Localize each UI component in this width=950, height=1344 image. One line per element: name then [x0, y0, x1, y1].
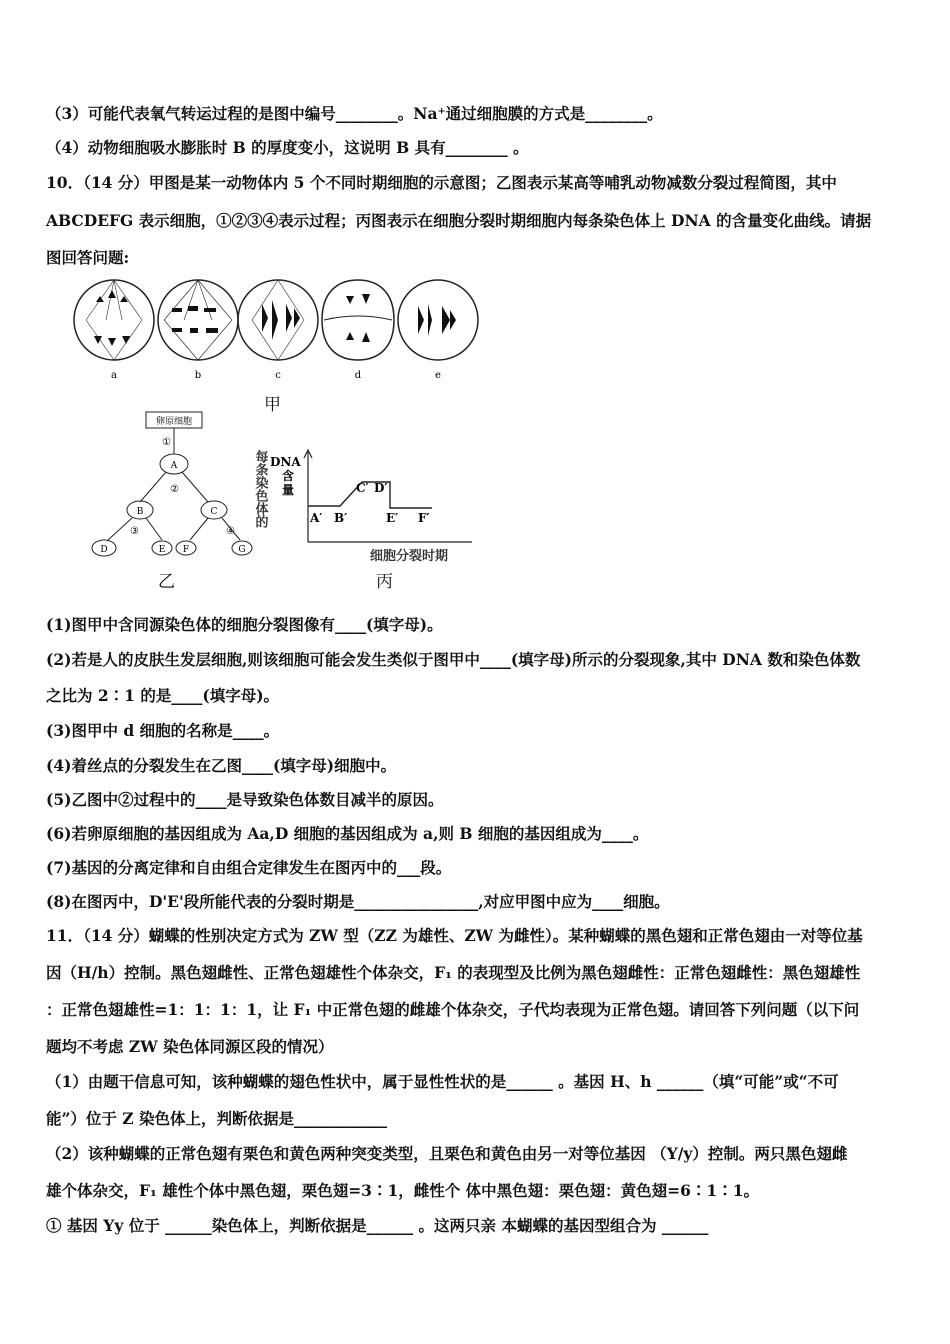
node-g: G — [238, 545, 246, 555]
point-e: E′ — [386, 511, 399, 525]
label-d: d — [354, 370, 362, 381]
bing-ytitle-liang: 量 — [282, 483, 295, 497]
step-1: ① — [162, 437, 171, 448]
node-e: E — [158, 545, 166, 555]
cell-a — [74, 280, 154, 360]
q10-5: (5)乙图中②过程中的____是导致染色体数目减半的原因。 — [46, 790, 444, 809]
bing-curve — [308, 482, 432, 508]
figure-yi — [86, 408, 262, 564]
figure-jia — [66, 274, 486, 384]
q10-7: (7)基因的分离定律和自由组合定律发生在图丙中的___段。 — [46, 858, 452, 877]
step-4: ④ — [226, 526, 235, 537]
node-root: 卵原细胞 — [155, 417, 193, 427]
node-a: A — [170, 461, 178, 471]
caption-yi: 乙 — [158, 572, 175, 592]
node-b: B — [136, 507, 144, 517]
q10-stem-line2: ABCDEFG 表示细胞，①②③④表示过程；丙图表示在细胞分裂时期细胞内每条染色体上 DNA 的含量变化曲线。请据 — [46, 211, 872, 230]
q10-1: (1)图甲中含同源染色体的细胞分裂图像有____(填字母)。 — [46, 615, 443, 634]
label-e: e — [435, 370, 441, 381]
q10-2-line1: (2)若是人的皮肤生发层细胞,则该细胞可能会发生类似于图甲中____(填字母)所示的分裂现象,其中 DNA 数和染色体数 — [46, 650, 861, 669]
point-f: F′ — [418, 511, 430, 525]
node-d: D — [100, 545, 108, 555]
node-f: F — [182, 545, 190, 555]
cell-b — [158, 280, 238, 360]
bing-ytitle-dna: DNA — [270, 455, 301, 469]
cell-c — [238, 280, 318, 360]
bing-xlabel: 细胞分裂时期 — [370, 549, 449, 564]
label-a: a — [111, 370, 117, 381]
figure-bing — [250, 446, 480, 568]
bing-ytitle-han: 含 — [282, 469, 295, 483]
node-c: C — [210, 507, 218, 517]
label-c: c — [275, 370, 281, 381]
q9-part3: （3）可能代表氧气转运过程的是图中编号________。Na⁺通过细胞膜的方式是________。 — [46, 104, 663, 123]
point-c: C′ — [356, 481, 369, 495]
q11-stem-line3: ：正常色翅雄性=1：1：1：1，让 F₁ 中正常色翅的雌雄个体杂交，子代均表现为正常色翅。请回答下列问题（以下问 — [46, 1000, 860, 1019]
q10-stem-line1: 10．（14 分）甲图是某一动物体内 5 个不同时期细胞的示意图；乙图表示某高等哺乳动物减数分裂过程简图，其中 — [46, 173, 837, 192]
step-2: ② — [170, 484, 179, 495]
point-b: B′ — [334, 511, 348, 525]
step-3: ③ — [130, 526, 139, 537]
bing-ylabel: 每条染色体的 — [252, 450, 268, 528]
q10-8: (8)在图丙中，D'E'段所能代表的分裂时期是________________,对应甲图中应为____细胞。 — [46, 892, 670, 911]
q10-2-line2: 之比为 2∶1 的是____(填字母)。 — [46, 686, 280, 705]
q11-1-line1: （1）由题干信息可知，该种蝴蝶的翅色性状中，属于显性性状的是______ 。基因 H、h ______（填“可能”或“不可 — [46, 1072, 839, 1091]
label-b: b — [194, 370, 202, 381]
q11-2-line2: 雄个体杂交，F₁ 雄性个体中黑色翅，栗色翅=3∶1，雌性个 体中黑色翅：栗色翅：黄色翅=6∶1∶1。 — [46, 1181, 759, 1200]
q11-2-sub1: ① 基因 Yy 位于 ______染色体上，判断依据是______ 。这两只亲 本蝴蝶的基因型组合为 ______ — [46, 1216, 709, 1235]
point-a: A′ — [310, 511, 323, 525]
caption-bing: 丙 — [376, 572, 393, 592]
q11-stem-line1: 11．（14 分）蝴蝶的性别决定方式为 ZW 型（ZZ 为雄性、ZW 为雌性）。某种蝴蝶的黑色翅和正常色翅由一对等位基 — [46, 926, 863, 945]
q11-stem-line2: 因（H/h）控制。黑色翅雌性、正常色翅雄性个体杂交，F₁ 的表现型及比例为黑色翅雌性：正常色翅雌性：黑色翅雄性 — [46, 963, 861, 982]
q11-1-line2: 能”）位于 Z 染色体上，判断依据是____________ — [46, 1109, 388, 1128]
cell-e — [398, 280, 478, 360]
q9-part4: （4）动物细胞吸水膨胀时 B 的厚度变小，这说明 B 具有________ 。 — [46, 138, 529, 157]
q11-2-line1: （2）该种蝴蝶的正常色翅有栗色和黄色两种突变类型，且栗色和黄色由另一对等位基因 （Y/y）控制。两只黑色翅雌 — [46, 1144, 848, 1163]
caption-jia: 甲 — [264, 395, 281, 415]
q10-6: (6)若卵原细胞的基因组成为 Aa,D 细胞的基因组成为 a,则 B 细胞的基因组成为____。 — [46, 824, 649, 843]
cell-d — [322, 280, 394, 360]
q10-stem-line3: 图回答问题: — [46, 248, 130, 267]
q10-3: (3)图甲中 d 细胞的名称是____。 — [46, 721, 280, 740]
point-d: D′ — [374, 481, 388, 495]
q10-4: (4)着丝点的分裂发生在乙图____(填字母)细胞中。 — [46, 756, 397, 775]
q11-stem-line4: 题均不考虑 ZW 染色体同源区段的情况） — [46, 1037, 334, 1056]
